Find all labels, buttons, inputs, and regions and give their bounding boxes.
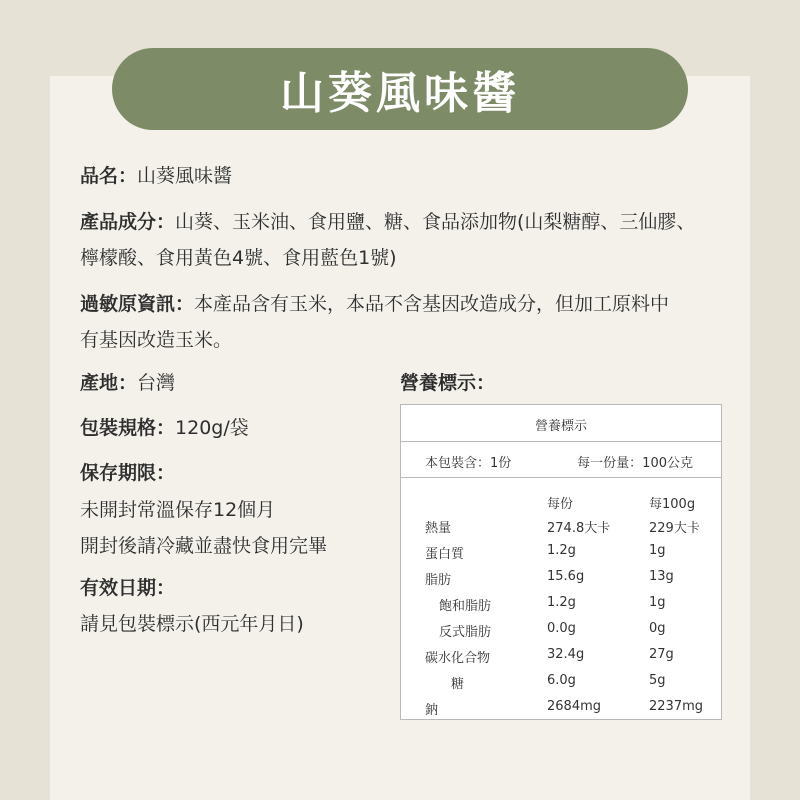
expiry-line (80, 606, 304, 642)
table-row (401, 569, 721, 589)
allergen-text-1: 本產品含有玉米，本品不含基因改造成分，但加工原料中 (194, 293, 670, 315)
per-100g-value: 13g (649, 569, 674, 584)
divider (401, 441, 721, 442)
per-serving-value: 1.2g (547, 595, 576, 610)
package-label: 包裝規格： (80, 417, 176, 439)
expiry-label-line (80, 570, 175, 606)
column-header-per-serving: 每份 (547, 497, 574, 512)
divider (401, 477, 721, 478)
per-100g-value: 0g (649, 621, 666, 636)
product-name-line (80, 158, 232, 194)
per-serving-value: 15.6g (547, 569, 585, 584)
title-banner (112, 48, 688, 130)
nutrition-table (400, 404, 722, 720)
origin-label: 產地： (80, 372, 138, 394)
storage-line-1 (80, 492, 275, 528)
origin-value: 台灣 (137, 372, 176, 394)
origin-line (80, 365, 175, 401)
table-row (401, 621, 721, 641)
per-serving-value: 6.0g (547, 673, 576, 688)
ingredients-text-1: 山葵、玉米油、食用鹽、糖、食品添加物(山梨糖醇、三仙膠、 (175, 211, 696, 233)
per-100g-value: 27g (649, 647, 674, 662)
per-100g-value: 1g (649, 543, 666, 558)
ingredients-line-1 (80, 204, 695, 240)
allergen-line-2 (80, 322, 232, 358)
per-100g-value: 2237mg (649, 699, 703, 714)
per-100g-value: 229大卡 (649, 521, 700, 536)
nutrition-table-title: 營養標示 (534, 419, 587, 434)
ingredients-line-2 (80, 240, 397, 276)
package-line (80, 410, 249, 446)
servings-per-package: 本包裝含：1份 (425, 456, 512, 471)
nutrient-name: 鈉 (425, 703, 439, 718)
per-serving-value: 32.4g (547, 647, 585, 662)
allergen-label: 過敏原資訊： (80, 293, 195, 315)
table-row (401, 647, 721, 667)
expiry-value: 請見包裝標示(西元年月日) (80, 613, 304, 635)
per-serving-value: 1.2g (547, 543, 576, 558)
table-row (401, 673, 721, 693)
page-title: 山葵風味醬 (280, 68, 520, 119)
per-serving-value: 274.8大卡 (547, 521, 611, 536)
product-name-label: 品名： (80, 165, 138, 187)
nutrient-name: 糖 (451, 677, 465, 692)
storage-label-line (80, 455, 175, 491)
ingredients-label: 產品成分： (80, 211, 176, 233)
allergen-text-2: 有基因改造玉米。 (80, 329, 233, 351)
per-serving-value: 0.0g (547, 621, 576, 636)
ingredients-text-2: 檸檬酸、食用黃色4號、食用藍色1號) (80, 247, 397, 269)
serving-size: 每一份量：100公克 (577, 456, 693, 471)
package-value: 120g/袋 (175, 417, 249, 439)
per-serving-value: 2684mg (547, 699, 601, 714)
allergen-line-1 (80, 286, 669, 322)
storage-text-1: 未開封常溫保存12個月 (80, 499, 276, 521)
storage-text-2: 開封後請冷藏並盡快食用完畢 (80, 535, 328, 557)
product-name-value: 山葵風味醬 (137, 165, 233, 187)
table-row (401, 595, 721, 615)
per-100g-value: 1g (649, 595, 666, 610)
expiry-label: 有效日期： (80, 577, 176, 599)
per-100g-value: 5g (649, 673, 666, 688)
nutrient-name: 脂肪 (425, 573, 452, 588)
nutrient-name: 碳水化合物 (425, 651, 491, 666)
nutrient-name: 飽和脂肪 (439, 599, 492, 614)
table-row (401, 699, 721, 719)
nutrient-name: 熱量 (425, 521, 452, 536)
nutrient-name: 蛋白質 (425, 547, 465, 562)
storage-label: 保存期限： (80, 462, 176, 484)
table-row (401, 543, 721, 563)
table-row (401, 517, 721, 537)
nutrient-name: 反式脂肪 (439, 625, 492, 640)
column-header-per-100g: 每100g (649, 497, 696, 512)
storage-line-2 (80, 528, 327, 564)
nutrition-heading: 營養標示： (400, 372, 496, 394)
